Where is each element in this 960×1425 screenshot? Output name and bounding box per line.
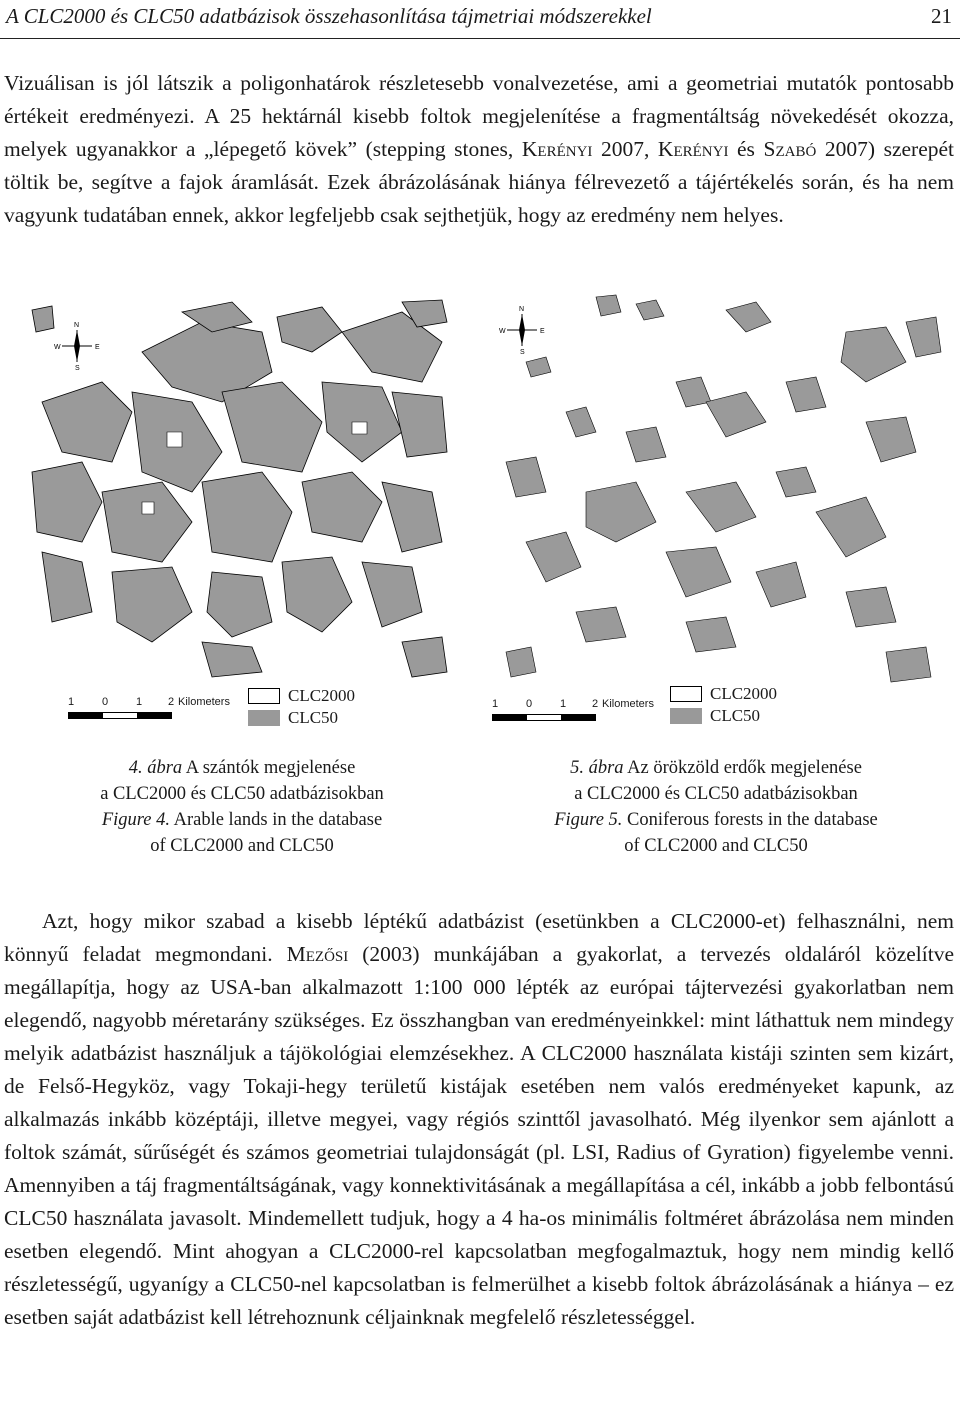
scale-bar-graphic: [492, 714, 596, 721]
map-patch: [886, 647, 931, 682]
map-patch: [566, 407, 596, 437]
map-legend: [248, 685, 355, 729]
map-patch: [776, 467, 816, 497]
map-patch: [506, 647, 536, 677]
compass-s: S: [520, 349, 525, 356]
caption-en-title: Arable lands in the database: [170, 810, 383, 830]
scale-tick-label: 2: [592, 698, 599, 710]
compass-s: S: [75, 365, 80, 372]
map-patch: [392, 392, 447, 457]
map-patch: [906, 317, 941, 357]
caption-hu-line-2: a CLC2000 és CLC50 adatbázisokban: [574, 784, 858, 804]
map-patch: [816, 497, 886, 557]
figure-4-caption: [22, 755, 462, 859]
legend-item-clc50: [670, 705, 777, 727]
caption-en-line-1: [22, 807, 462, 833]
legend-label: CLC2000: [288, 686, 356, 705]
caption-hu-title: Az örökzöld erdők megjelenése: [623, 758, 862, 778]
caption-en-number: Figure 4.: [101, 810, 170, 830]
author-kerenyi-1: Kerényi: [521, 137, 593, 161]
map-patch: [282, 557, 352, 632]
map-patch: [726, 302, 771, 332]
paragraph-1: [4, 67, 954, 232]
map-patch: [32, 306, 54, 332]
map-patch: [676, 377, 711, 407]
map-patch: [202, 642, 262, 677]
map-patch: [706, 392, 766, 437]
map-patch: [382, 482, 442, 552]
map-patch: [506, 457, 546, 497]
scale-segment: [561, 715, 595, 720]
map-patch: [222, 382, 322, 472]
map-patch: [207, 572, 272, 637]
scale-bar-graphic: [68, 712, 172, 719]
scale-bar: [68, 696, 230, 719]
page-number: 21: [931, 4, 952, 28]
scale-segment: [137, 713, 171, 718]
map-patch: [586, 482, 656, 542]
scale-segment: [493, 715, 527, 720]
arable-lands-map: [22, 292, 462, 732]
paragraph-1-text-d: 2007) szerepét töltik be, segítve a fajok áramlását. Ezek ábrázolásának hiánya félrevezető a tájértékelés során, és ha nem vagyunk tudatában ennek, akkor legfeljebb csak sejthetjük, hogy az eredmény nem helyes.: [4, 137, 955, 227]
map-patch: [42, 382, 132, 462]
paragraph-2: [4, 905, 954, 1334]
legend-label: CLC50: [288, 708, 339, 727]
clc-polygons-forest: [506, 295, 941, 682]
map-patch: [167, 432, 182, 447]
author-mezosi: Mezősi: [286, 942, 349, 966]
legend-swatch-white: [670, 686, 702, 702]
map-patch: [202, 472, 292, 562]
compass-n: N: [74, 322, 80, 329]
scale-segment: [527, 715, 561, 720]
figure-4-map: [22, 292, 462, 732]
map-patch: [32, 462, 102, 542]
map-patch: [846, 587, 896, 627]
scale-labels: [68, 696, 230, 710]
caption-hu-line-2: a CLC2000 és CLC50 adatbázisokban: [100, 784, 384, 804]
compass-needle: [74, 330, 80, 362]
author-kerenyi-2: Kerényi: [657, 137, 729, 161]
map-legend: [670, 683, 777, 727]
compass-rose: [54, 322, 100, 372]
scale-unit: Kilometers: [602, 698, 654, 710]
legend-swatch-gray: [248, 710, 280, 726]
map-patch: [112, 567, 192, 642]
scale-tick-label: 1: [492, 698, 499, 710]
compass-e: E: [95, 344, 100, 351]
map-patch: [302, 472, 382, 542]
legend-item-clc50: [248, 707, 355, 729]
legend-label: CLC50: [710, 706, 761, 725]
map-patch: [277, 307, 342, 352]
caption-hu-title: A szántók megjelenése: [182, 758, 356, 778]
map-patch: [666, 547, 731, 597]
compass-w: W: [499, 328, 506, 335]
map-patch: [686, 482, 756, 532]
figure-5-map: [486, 292, 946, 732]
map-patch: [352, 422, 367, 434]
scale-tick-label: 1: [136, 696, 143, 708]
map-patch: [596, 295, 621, 316]
page-header: [0, 0, 960, 39]
map-patch: [42, 552, 92, 622]
legend-swatch-gray: [670, 708, 702, 724]
running-title: A CLC2000 és CLC50 adatbázisok összehasonlítása tájmetriai módszerekkel: [6, 4, 652, 28]
paragraph-2-text-a: Azt, hogy mikor szabad a kisebb léptékű adatbázist (esetünkben a CLC2000-et) felhasználni, nem könnyű feladat megmondani.: [4, 909, 954, 966]
scale-segment: [103, 713, 137, 718]
paragraph-2-text-b: (2003) munkájában a gyakorlat, a tervezés oldaláról közelítve megállapítja, hogy az USA-ban alkalmazott 1:100 000 lépték az európai tájtervezési gyakorlatban nem elegendő, nagyobb méretarány szükséges. Ez összhangban van eredményeinkkel: mint láthattuk nem mindegy melyik adatbázist használjuk a tájökológiai elemzésekhez. A CLC2000 használata kistáji szinten sem kizárt, de Felső-Hegyköz, vagy Tokaji-hegy területű kistájak esetében nem valós eredményeket kapunk, az alkalmazás inkább középtáji, illetve megyei, vagy régiós szinttől javasolható. Még ilyenkor sem ajánlott a foltok számát, sűrűségét és számos geometriai tulajdonságát (pl. LSI, Radius of Gyration) figyelembe venni. Amennyiben a táj fragmentáltságának, vagy konnektivitásának a megállapítása a cél, inkább a jobb felbontású CLC50 használata javasolt. Mindemellett tudjuk, hogy a 4 ha-os minimális foltméret ábrázolása nem minden esetben elegendő. Mint ahogyan a CLC2000-rel kapcsolatban megfogalmaztuk, hogy nem mindig kellő részletességű, ugyanígy a CLC50-nel kapcsolatban is felmerülhet a kisebb foltok ábrázolásának a hiánya – ez esetben saját adatbázist kell létrehoznunk céljainknak megfelelő részletességgel.: [4, 942, 954, 1329]
map-patch: [526, 532, 581, 582]
caption-en-title: Coniferous forests in the database: [622, 810, 878, 830]
legend-swatch-white: [248, 688, 280, 704]
map-patch: [142, 502, 154, 514]
caption-hu-number: 4. ábra: [128, 758, 183, 778]
map-patch: [102, 482, 192, 562]
map-patch: [786, 377, 826, 412]
scale-labels: [492, 698, 652, 712]
legend-item-clc2000: [248, 685, 355, 707]
compass-needle: [519, 314, 525, 346]
caption-en-line-2: of CLC2000 and CLC50: [624, 836, 808, 856]
compass-w: W: [54, 344, 61, 351]
compass-rose: [499, 306, 545, 356]
legend-label: CLC2000: [710, 684, 778, 703]
map-patch: [362, 562, 422, 627]
map-patch: [756, 562, 806, 607]
map-patch: [576, 607, 626, 642]
scale-bar: [492, 698, 652, 721]
author-szabo: Szabó: [763, 137, 817, 161]
scale-tick-label: 2: [168, 696, 175, 708]
caption-hu-line-1: [486, 755, 946, 781]
scale-tick-label: 0: [526, 698, 533, 710]
scale-tick-label: 1: [68, 696, 75, 708]
map-patch: [686, 617, 736, 652]
scale-tick-label: 0: [102, 696, 109, 708]
map-patch: [636, 300, 664, 320]
scale-tick-label: 1: [560, 698, 567, 710]
compass-e: E: [540, 328, 545, 335]
caption-en-number: Figure 5.: [554, 810, 623, 830]
clc-polygons-arable: [32, 300, 447, 677]
map-patch: [866, 417, 916, 462]
paragraph-1-text-c: és: [728, 137, 764, 161]
caption-hu-number: 5. ábra: [570, 758, 624, 778]
scale-unit: Kilometers: [178, 696, 230, 708]
paragraph-1-text-a: Vizuálisan is jól látszik a poligonhatárok részletesebb vonalvezetése, ami a geometriai mutatók pontosabb értékeit eredményezi. A 25 hektárnál kisebb foltok megjelenítése a fragmentáltság növekedését okozza, melyek ugyanakkor a „lépegető kövek” (stepping stones,: [4, 71, 954, 161]
caption-en-line-2: of CLC2000 and CLC50: [150, 836, 334, 856]
map-patch: [526, 357, 551, 377]
coniferous-forests-map: [486, 292, 946, 732]
figure-5-caption: [486, 755, 946, 859]
map-patch: [841, 327, 906, 382]
paragraph-1-text-b: 2007,: [592, 137, 658, 161]
compass-n: N: [519, 306, 525, 313]
caption-en-line-1: [486, 807, 946, 833]
legend-item-clc2000: [670, 683, 777, 705]
map-patch: [626, 427, 666, 462]
scale-segment: [69, 713, 103, 718]
map-patch: [402, 637, 447, 677]
caption-hu-line-1: [22, 755, 462, 781]
